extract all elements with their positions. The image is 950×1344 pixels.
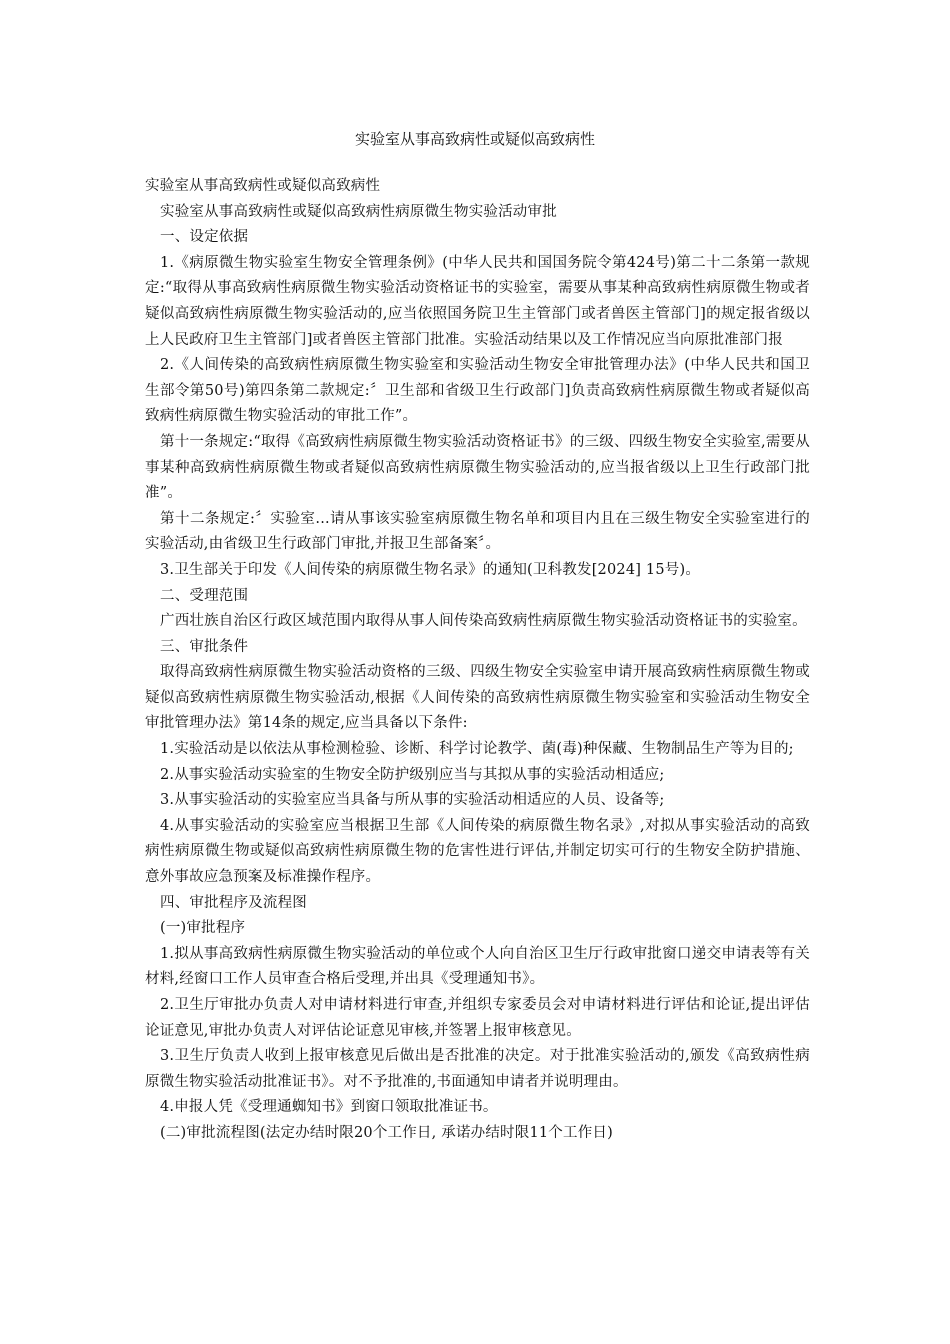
paragraph: 1.拟从事高致病性病原微生物实验活动的单位或个人向自治区卫生厅行政审批窗口递交申请表等有关材料,经窗口工作人员审查合格后受理,并出具《受理通知书》。	[145, 945, 810, 988]
paragraph: 四、审批程序及流程图	[160, 894, 307, 911]
paragraph: 3.卫生部关于印发《人间传染的病原微生物名录》的通知(卫科教发[2024] 15号)。	[160, 561, 701, 578]
paragraph: 4.申报人凭《受理通蜘知书》到窗口领取批准证书。	[160, 1099, 498, 1116]
paragraph: 广西壮族自治区行政区域范围内取得从事人间传染高致病性病原微生物实验活动资格证书的实验室。	[160, 613, 807, 630]
paragraph: 3.从事实验活动的实验室应当具备与所从事的实验活动相适应的人员、设备等;	[160, 792, 665, 809]
paragraph: (一)审批程序	[160, 920, 246, 937]
paragraph: 1.实验活动是以依法从事检测检验、诊断、科学讨论教学、菌(毒)种保藏、生物制品生产等为目的;	[160, 741, 794, 758]
paragraph: 1.《病原微生物实验室生物安全管理条例》(中华人民共和国国务院令第424号)第二十二条第一款规定:“取得从事高致病性病原微生物实验活动资格证书的实验室，需要从事某种高致病性病原微生物或者疑似高致病性病原微生物实验活动的,应当依照国务院卫生主管部门或者兽医主管部门]的规定报省级以上人民政府卫生主管部门]或者兽医主管部门批准。实验活动结果以及工作情况应当向原批准部门报	[145, 254, 810, 348]
paragraph: 三、审批条件	[160, 638, 249, 655]
paragraph: 2.卫生厅审批办负责人对申请材料进行审查,并组织专家委员会对申请材料进行评估和论证,提出评估论证意见,审批办负责人对评估论证意见审核,并签署上报审核意见。	[145, 997, 810, 1039]
paragraph: 第十二条规定:〞实验室...请从事该实验室病原微生物名单和项目内且在三级生物安全实验室进行的实验活动,由省级卫生行政部门审批,并报卫生部备案〞。	[145, 510, 810, 553]
paragraph: 第十一条规定:“取得《高致病性病原微生物实验活动资格证书》的三级、四级生物安全实验室,需要从事某种高致病性病原微生物或者疑似高致病性病原微生物实验活动的,应当报省级以上卫生行政部门批准”。	[145, 433, 810, 502]
paragraph: 4.从事实验活动的实验室应当根据卫生部《人间传染的病原微生物名录》,对拟从事实验活动的高致病性病原微生物或疑似高致病性病原微生物的危害性进行评估,并制定切实可行的生物安全防护措施、意外事故应急预案及标准操作程序。	[145, 817, 810, 886]
paragraph: 2.从事实验活动实验室的生物安全防护级别应当与其拟从事的实验活动相适应;	[160, 766, 665, 783]
paragraph: 一、设定依据	[160, 229, 249, 246]
paragraph: 3.卫生厅负责人收到上报审核意见后做出是否批准的决定。对于批准实验活动的,颁发《高致病性病原微生物实验活动批准证书》。对不予批准的,书面通知申请者并说明理由。	[145, 1048, 810, 1090]
document-body	[145, 174, 810, 1147]
document-title: 实验室从事高致病性或疑似高致病性	[354, 130, 595, 148]
paragraph: 实验室从事高致病性或疑似高致病性病原微生物实验活动审批	[160, 203, 557, 220]
paragraph: 二、受理范围	[160, 587, 249, 604]
paragraph: (二)审批流程图(法定办结时限20个工作日, 承诺办结时限11个工作日)	[160, 1124, 613, 1141]
paragraph: 实验室从事高致病性或疑似高致病性	[145, 178, 381, 194]
paragraph: 取得高致病性病原微生物实验活动资格的三级、四级生物安全实验室申请开展高致病性病原微生物或疑似高致病性病原微生物实验活动,根据《人间传染的高致病性病原微生物实验室和实验活动生物安全审批管理办法》第14条的规定,应当具备以下条件:	[145, 664, 810, 732]
paragraph: 2.《人间传染的高致病性病原微生物实验室和实验活动生物安全审批管理办法》(中华人民共和国卫生部令第50号)第四条第二款规定:〞卫生部和省级卫生行政部门]负责高致病性病原微生物或者疑似高致病性病原微生物实验活动的审批工作”。	[145, 357, 810, 425]
